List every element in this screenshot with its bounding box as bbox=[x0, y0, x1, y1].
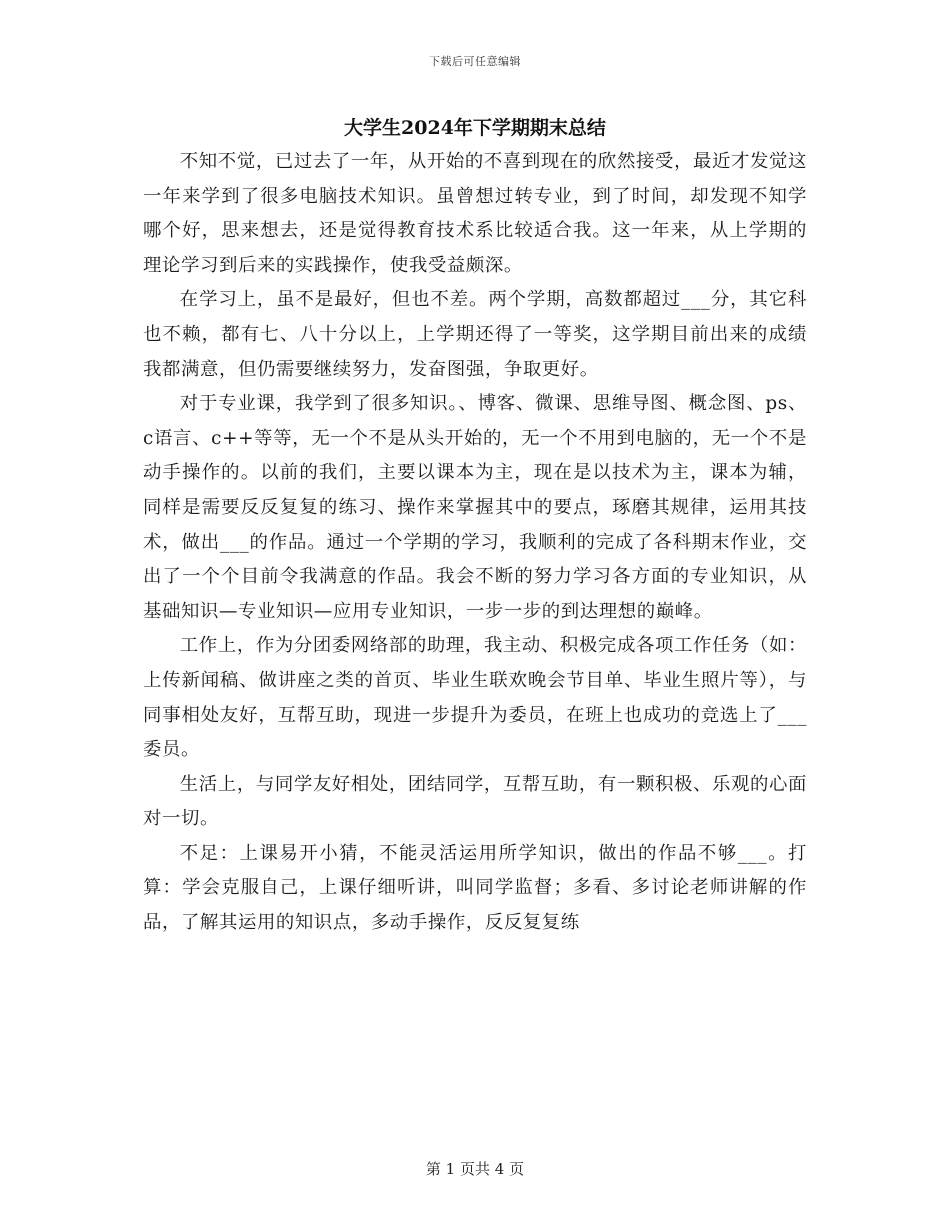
page-number: 第 1 页共 4 页 bbox=[425, 1160, 525, 1178]
page-header-note: 下载后可任意编辑 bbox=[429, 55, 521, 68]
paragraph-major-courses: 对于专业课，我学到了很多知识。、博客、微课、思维导图、概念图、ps、c语言、c++等等，无一个不是从头开始的，无一个不用到电脑的，无一个不是动手操作的。以前的我们，主要以课本为主，现在是以技术为主，课本为辅，同样是需要反反复复的练习、操作来掌握其中的要点，琢磨其规律，运用其技术，做出___的作品。通过一个学期的学习，我顺利的完成了各科期末作业，交出了一个个目前令我满意的作品。我会不断的努力学习各方面的专业知识，从基础知识—专业知识—应用专业知识，一步一步的到达理想的巅峰。 bbox=[143, 393, 807, 622]
paragraph-life: 生活上，与同学友好相处，团结同学，互帮互助，有一颗积极、乐观的心面对一切。 bbox=[143, 773, 807, 830]
paragraph-shortcomings: 不足：上课易开小猜，不能灵活运用所学知识，做出的作品不够___。打算：学会克服自己，上课仔细听讲，叫同学监督；多看、多讨论老师讲解的作品，了解其运用的知识点，多动手操作，反反复复练 bbox=[143, 842, 807, 934]
document-title: 大学生2024年下学期期末总结 bbox=[344, 117, 606, 139]
document-body bbox=[143, 145, 807, 941]
paragraph-work: 工作上，作为分团委网络部的助理，我主动、积极完成各项工作任务（如：上传新闻稿、做讲座之类的首页、毕业生联欢晚会节目单、毕业生照片等），与同事相处友好，互帮互助，现进一步提升为委员，在班上也成功的竞选上了___委员。 bbox=[143, 635, 807, 761]
paragraph-study: 在学习上，虽不是最好，但也不差。两个学期，高数都超过___分，其它科也不赖，都有七、八十分以上，上学期还得了一等奖，这学期目前出来的成绩我都满意，但仍需要继续努力，发奋图强，争取更好。 bbox=[143, 289, 807, 380]
paragraph-intro: 不知不觉，已过去了一年，从开始的不喜到现在的欣然接受，最近才发觉这一年来学到了很多电脑技术知识。虽曾想过转专业，到了时间，却发现不知学哪个好，思来想去，还是觉得教育技术系比较适合我。这一年来，从上学期的理论学习到后来的实践操作，使我受益颇深。 bbox=[143, 151, 807, 276]
